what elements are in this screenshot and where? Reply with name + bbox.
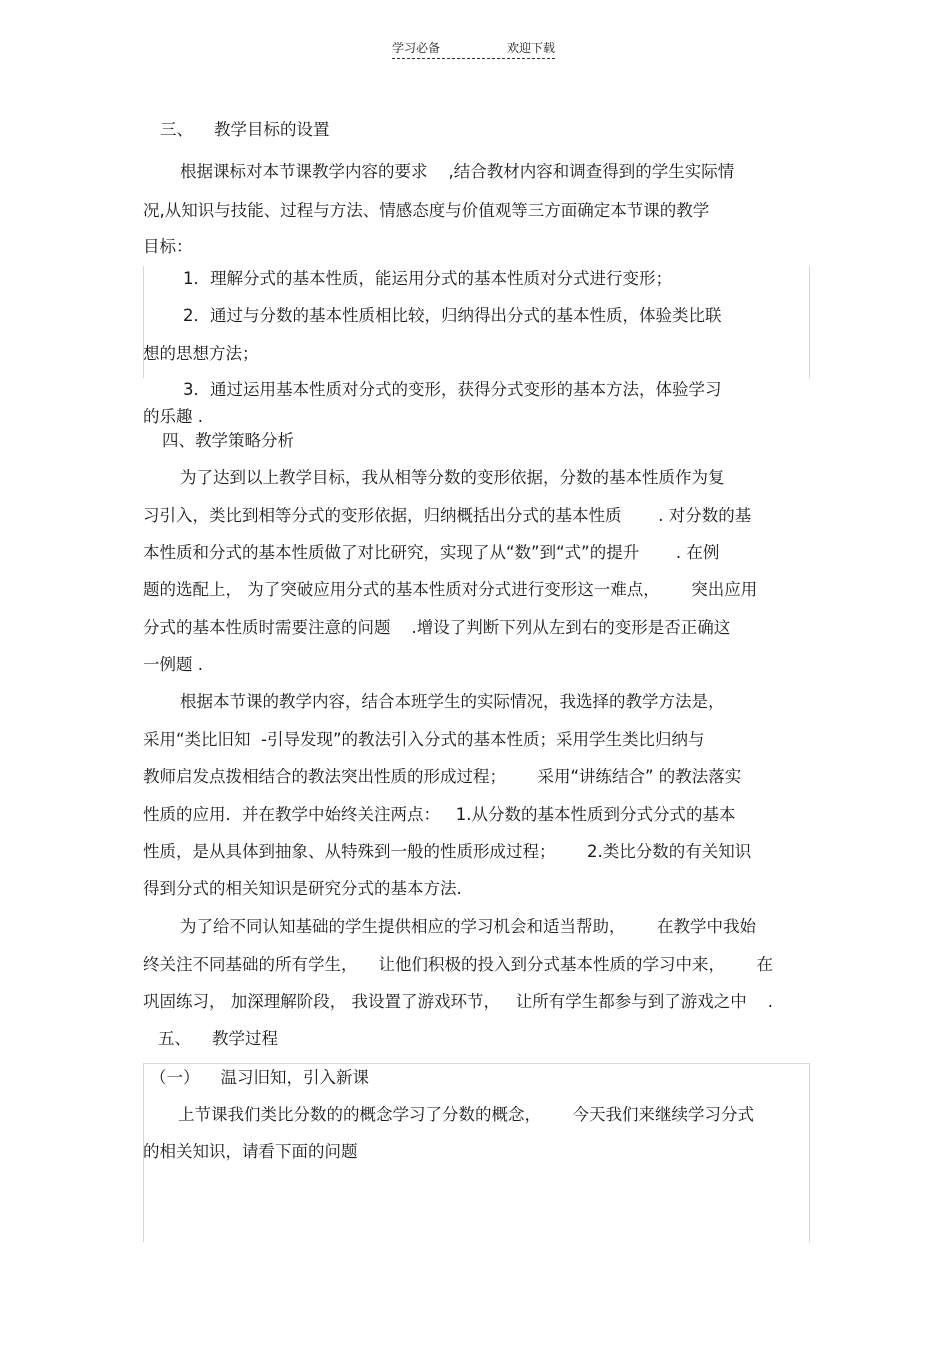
paragraph-line: 上节课我们类比分数的的概念学习了分数的概念， 今天我们来继续学习分式 bbox=[178, 1105, 754, 1124]
paragraph-line: 教师启发点拨相结合的教法突出性质的形成过程； 采用“讲练结合” 的教法落实 bbox=[143, 767, 742, 786]
paragraph-line: 为了达到以上教学目标，我从相等分数的变形依据，分数的基本性质作为复 bbox=[180, 468, 725, 487]
objective-item-3: 3．通过运用基本性质对分式的变形，获得分式变形的基本方法，体验学习 bbox=[183, 380, 722, 399]
section-4-heading: 四、教学策略分析 bbox=[162, 431, 294, 450]
header-right-text: 欢迎下载 bbox=[506, 41, 555, 55]
paragraph-line: 分式的基本性质时需要注意的问题 .增设了判断下列从左到右的变形是否正确这 bbox=[143, 618, 731, 637]
section-3-heading: 三、 教学目标的设置 bbox=[160, 120, 330, 139]
paragraph-line: 为了给不同认知基础的学生提供相应的学习机会和适当帮助， 在教学中我始 bbox=[180, 917, 756, 936]
paragraph-line: 况,从知识与技能、过程与方法、情感态度与价值观等三方面确定本节课的教学 bbox=[143, 201, 710, 220]
paragraph-line: 巩固练习， 加深理解阶段， 我设置了游戏环节， 让所有学生都参与到了游戏之中 . bbox=[143, 992, 773, 1011]
subsection-1-heading: （一） 温习旧知，引入新课 bbox=[150, 1068, 369, 1087]
paragraph-line: 终关注不同基础的所有学生， 让他们积极的投入到分式基本性质的学习中来， 在 bbox=[143, 955, 773, 974]
paragraph-line: 的相关知识，请看下面的问题 bbox=[143, 1142, 358, 1161]
objective-item-3-cont: 的乐趣 . bbox=[143, 407, 203, 426]
paragraph-line: 根据本节课的教学内容，结合本班学生的实际情况，我选择的教学方法是， bbox=[180, 692, 725, 711]
paragraph-line: 性质，是从具体到抽象、从特殊到一般的性质形成过程； 2.类比分数的有关知识 bbox=[143, 842, 752, 861]
paragraph-line: 根据课标对本节课教学内容的要求 ,结合教材内容和调查得到的学生实际情 bbox=[180, 162, 735, 181]
paragraph-line: 得到分式的相关知识是研究分式的基本方法. bbox=[143, 879, 462, 898]
paragraph-line: 本性质和分式的基本性质做了对比研究，实现了从“数”到“式”的提升 . 在例 bbox=[143, 543, 720, 562]
header-left-text: 学习必备 bbox=[392, 41, 441, 55]
paragraph-line: 采用“类比旧知 -引导发现”的教法引入分式的基本性质；采用学生类比归纳与 bbox=[143, 730, 705, 749]
paragraph-line: 一例题 . bbox=[143, 655, 203, 674]
paragraph-line: 目标： bbox=[143, 237, 193, 256]
paragraph-line: 性质的应用．并在教学中始终关注两点： 1.从分数的基本性质到分式分式的基本 bbox=[143, 805, 736, 824]
objective-item-2: 2．通过与分数的基本性质相比较，归纳得出分式的基本性质，体验类比联 bbox=[183, 306, 722, 325]
paragraph-line: 题的选配上， 为了突破应用分式的基本性质对分式进行变形这一难点， 突出应用 bbox=[143, 580, 758, 599]
objective-item-2-cont: 想的思想方法； bbox=[143, 344, 259, 363]
paragraph-line: 习引入，类比到相等分式的变形依据，归纳概括出分式的基本性质 . 对分数的基 bbox=[143, 506, 752, 525]
section-5-heading: 五、 教学过程 bbox=[158, 1029, 278, 1048]
page-header bbox=[392, 40, 555, 59]
objective-item-1: 1．理解分式的基本性质，能运用分式的基本性质对分式进行变形； bbox=[183, 269, 672, 288]
